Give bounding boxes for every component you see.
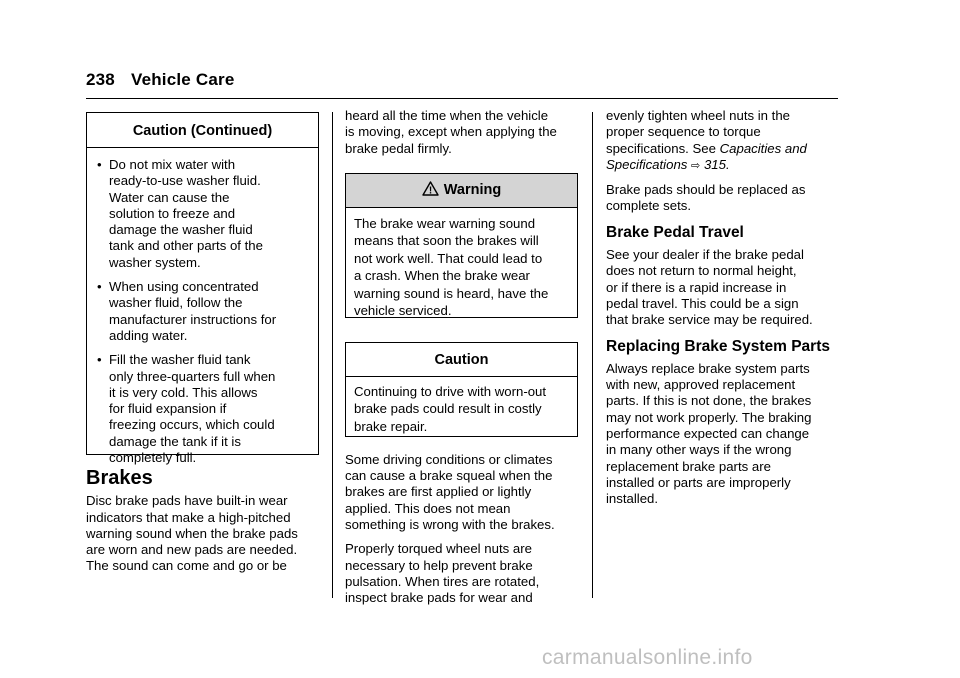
bullet-text: damage the washer fluid — [109, 222, 253, 238]
replacing-parts-heading: Replacing Brake System Parts — [606, 337, 830, 355]
bullet-text: adding water. — [109, 327, 188, 343]
column-1 — [86, 112, 319, 575]
paragraph-line: Disc brake pads have built-in wear — [86, 493, 288, 509]
warning-line: a crash. When the brake wear — [354, 268, 530, 284]
column-3 — [606, 108, 842, 508]
paragraph-line: pedal travel. This could be a sign — [606, 295, 799, 311]
paragraph-line: installed. — [606, 491, 659, 507]
caution-title: Caution — [346, 343, 577, 377]
bullet-text: washer fluid, follow the — [109, 295, 243, 311]
paragraph-line: does not return to normal height, — [606, 263, 797, 279]
pedal-travel-heading: Brake Pedal Travel — [606, 223, 744, 241]
page-header — [86, 70, 235, 90]
paragraph-line: Brake pads should be replaced as — [606, 182, 806, 198]
bullet-text: only three-quarters full when — [109, 368, 276, 384]
paragraph-line: that brake service may be required. — [606, 312, 813, 328]
caution-bullet-2 — [87, 279, 308, 344]
pedal-travel-paragraph — [606, 247, 842, 328]
paragraph-line: may not work properly. The braking — [606, 409, 812, 425]
wheel-nuts-paragraph — [606, 108, 842, 174]
warning-triangle-icon — [422, 181, 439, 200]
warning-body — [346, 208, 577, 320]
caution-bullet-3 — [87, 352, 308, 466]
bullet-text: solution to freeze and — [109, 205, 236, 221]
section-title: Vehicle Care — [130, 70, 235, 89]
paragraph-line: brake pedal firmly. — [345, 140, 452, 156]
bullet-text: freezing occurs, which could — [109, 417, 275, 433]
paragraph-line: pulsation. When tires are rotated, — [345, 573, 540, 589]
paragraph-line: applied. This does not mean — [345, 500, 511, 516]
bullet-text: Water can cause the — [109, 189, 230, 205]
paragraph-line: inspect brake pads for wear and — [345, 590, 533, 606]
paragraph-line: Properly torqued wheel nuts are — [345, 541, 532, 557]
bullet-text: damage the tank if it is — [109, 433, 241, 449]
bullet-text: ready-to-use washer fluid. — [109, 173, 261, 189]
caution-box — [345, 342, 578, 437]
bullet-text: it is very cold. This allows — [109, 384, 258, 400]
paragraph-line: See your dealer if the brake pedal — [606, 247, 804, 263]
warning-title: Warning — [443, 182, 502, 199]
paragraph-line: proper sequence to torque — [606, 124, 761, 140]
column-divider-1 — [332, 112, 333, 598]
bullet-dot: • — [97, 279, 102, 295]
bullet-text: When using concentrated — [109, 279, 259, 295]
paragraph-line: parts. If this is not done, the brakes — [606, 393, 812, 409]
cross-reference-link[interactable]: Capacities and — [719, 140, 807, 156]
paragraph-line: necessary to help prevent brake — [345, 557, 533, 573]
warning-line: warning sound is heard, have the — [354, 285, 549, 301]
paragraph-line: with new, approved replacement — [606, 377, 796, 393]
bullet-text: tank and other parts of the — [109, 238, 263, 254]
paragraph-line: is moving, except when applying the — [345, 124, 557, 140]
paragraph-line: brakes are first applied or lightly — [345, 484, 532, 500]
brakes-heading: Brakes — [86, 467, 153, 489]
paragraph-line: warning sound when the brake pads — [86, 525, 298, 541]
watermark: carmanualsonline.info — [542, 646, 753, 669]
paragraph-line: or if there is a rapid increase in — [606, 279, 787, 295]
caution-line: Continuing to drive with worn-out — [354, 383, 547, 399]
caution-line: brake pads could result in costly — [354, 401, 542, 417]
paragraph-line: Some driving conditions or climates — [345, 451, 553, 467]
warning-line: means that soon the brakes will — [354, 233, 539, 249]
paragraph-line: something is wrong with the brakes. — [345, 517, 555, 533]
reference-page[interactable]: 315 — [703, 156, 726, 172]
caution-continued-box — [86, 112, 319, 466]
paragraph-line: The sound can come and go or be — [86, 558, 287, 574]
caution-body — [346, 377, 577, 436]
paragraph-line: are worn and new pads are needed. — [86, 542, 298, 558]
paragraph-line: replacement brake parts are — [606, 458, 771, 474]
paragraph-line — [606, 141, 842, 157]
paragraph-line: evenly tighten wheel nuts in the — [606, 108, 791, 123]
bullet-text: washer system. — [109, 254, 201, 270]
warning-icon-glyph: ! — [428, 185, 432, 196]
bullet-text: Do not mix water with — [109, 157, 236, 172]
paragraph-line: Always replace brake system parts — [606, 360, 810, 376]
warning-line: vehicle serviced. — [354, 303, 452, 319]
bullet-text: for fluid expansion if — [109, 401, 227, 417]
caution-line: brake repair. — [354, 418, 428, 434]
warning-box — [345, 173, 578, 318]
header-rule — [86, 98, 838, 99]
bullet-text: manufacturer instructions for — [109, 311, 277, 327]
warning-line: not work well. That could lead to — [354, 250, 543, 266]
bullet-dot: • — [97, 352, 102, 368]
intro-paragraph — [345, 108, 580, 157]
text-span: . — [725, 156, 730, 172]
warning-header — [346, 174, 577, 208]
bullet-text: Fill the washer fluid tank — [109, 352, 251, 368]
paragraph-line: complete sets. — [606, 198, 692, 214]
bullet-text: completely full. — [109, 450, 197, 466]
reference-arrow-icon: ⇨ — [691, 159, 701, 172]
pads-paragraph — [606, 182, 842, 215]
torque-paragraph — [345, 541, 580, 606]
paragraph-line: heard all the time when the vehicle — [345, 108, 549, 123]
text-span: specifications. See — [606, 140, 720, 156]
caution-continued-title: Caution (Continued) — [87, 113, 318, 148]
warning-line: The brake wear warning sound — [354, 215, 536, 231]
column-2 — [345, 108, 580, 607]
paragraph-line: can cause a brake squeal when the — [345, 468, 553, 484]
paragraph-line: performance expected can change — [606, 426, 810, 442]
replacing-parts-paragraph — [606, 361, 842, 508]
brakes-paragraph — [86, 493, 319, 574]
cross-reference-link[interactable]: Specifications — [606, 156, 688, 172]
paragraph-line: installed or parts are improperly — [606, 474, 791, 490]
paragraph-line — [606, 157, 842, 174]
paragraph-line: in many other ways if the wrong — [606, 442, 792, 458]
caution-bullet-1 — [87, 157, 308, 271]
paragraph-line: indicators that make a high-pitched — [86, 509, 291, 525]
squeal-paragraph — [345, 452, 580, 533]
bullet-dot: • — [97, 157, 102, 172]
page-number: 238 — [86, 70, 115, 89]
column-divider-2 — [592, 112, 593, 598]
